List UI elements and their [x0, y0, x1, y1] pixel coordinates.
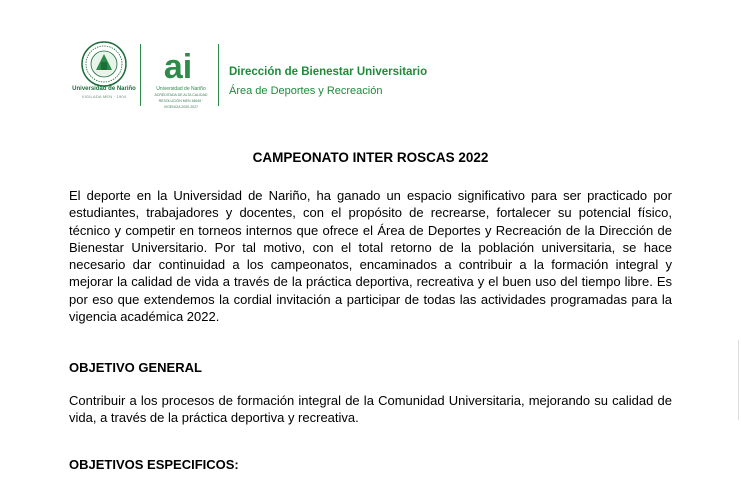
direction-title: Dirección de Bienestar Universitario: [229, 66, 428, 78]
ai-caption-line3: RESOLUCIÓN MEN 18649 · VIGENCIA 2020-2027: [158, 99, 204, 109]
ai-caption-line2: ACREDITADA DE ALTA CALIDAD: [154, 93, 208, 97]
ai-logo-text: ai: [163, 48, 193, 86]
scrollbar-edge: [738, 340, 739, 420]
header-divider-2: [218, 44, 219, 106]
ai-caption: [150, 86, 212, 110]
specific-objectives-heading: OBJETIVOS ESPECIFICOS:: [69, 457, 239, 472]
direction-subtitle: Área de Deportes y Recreación: [229, 85, 383, 97]
seal-subcaption-text: VIGILADA MEN · 1904: [81, 94, 127, 99]
intro-paragraph: El deporte en la Universidad de Nariño, ha ganado un espacio significativo para ser practicado por estudiantes, trabajadores y docentes, con el propósito de recrearse, fortalecer su potencial físico, técnico y competir en torneos internos que ofrece el Área de Deportes y Recreación de la Dirección de Bienestar Universitario. Por tal motivo, con el total retorno de la población universitaria, se hace necesario dar continuidad a los campeonatos, encaminados a contribuir a la formación integral y mejorar la calidad de vida a través de la práctica deportiva, recreativa y el buen uso del tiempo libre. Es por eso que extendemos la cordial invitación a participar de todas las actividades programadas para la vigencia académica 2022.: [69, 188, 672, 325]
document-title: CAMPEONATO INTER ROSCAS 2022: [252, 150, 489, 165]
seal-caption: [66, 86, 142, 100]
general-objective-heading: OBJETIVO GENERAL: [69, 360, 202, 375]
header-divider: [140, 44, 141, 106]
ai-caption-line1: Universidad de Nariño: [156, 86, 206, 92]
seal-caption-text: Universidad de Nariño: [72, 86, 136, 92]
general-objective-text: Contribuir a los procesos de formación integral de la Comunidad Universitaria, mejorando su calidad de vida, a través de la práctica deportiva y recreativa.: [69, 393, 672, 426]
letterhead: [0, 0, 741, 120]
ai-accreditation-logo: [156, 42, 200, 86]
